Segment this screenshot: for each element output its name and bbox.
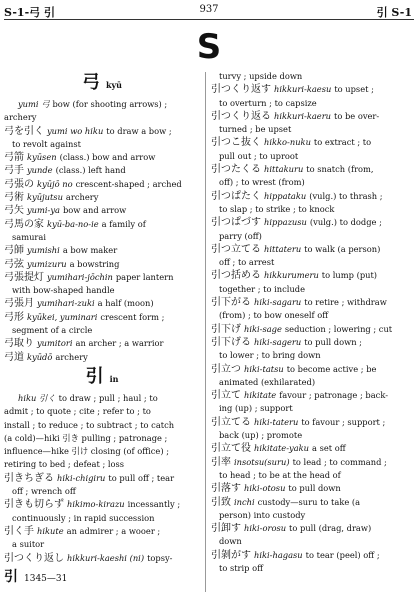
entry-definition: a half (moon) [97, 298, 154, 309]
dictionary-entry-line [211, 110, 414, 123]
entry-headword: 引立つ [211, 363, 241, 375]
entry-definition: pull out ; to uproot [219, 150, 299, 161]
dictionary-entry-line [4, 111, 200, 124]
entry-definition: to draw ; pull ; haul ; to [58, 392, 158, 403]
dictionary-entry-line [4, 151, 200, 164]
entry-definition: to pull down ; [304, 336, 362, 347]
entry-headword: 引落す [211, 483, 241, 495]
dictionary-entry-line [4, 405, 200, 418]
entry-definition: archery [4, 112, 37, 123]
entry-headword: 引下がる [211, 297, 251, 309]
dictionary-entry-line [4, 204, 200, 217]
entry-romanization: hiki-otosu [244, 483, 286, 494]
dictionary-entry-line [4, 458, 200, 471]
character-heading [4, 72, 200, 96]
entry-headword: 弓道 [4, 351, 24, 363]
entry-headword: 引つぱづす [211, 217, 261, 229]
entry-headword: 引つたくる [211, 164, 261, 176]
dictionary-entry-line [211, 70, 414, 83]
dictionary-entry-line [211, 323, 414, 336]
entry-romanization: hikimo-kirazu [67, 499, 125, 510]
entry-definition: to slap ; to strike ; to knock [219, 203, 335, 214]
entry-definition: to revolt against [12, 138, 81, 149]
entry-romanization: kyūdō [27, 351, 53, 362]
entry-definition: (class.) bow and arrow [59, 152, 156, 163]
entry-definition: segment of a circle [12, 325, 93, 336]
entry-romanization: hiki-orosu [244, 523, 287, 534]
footer-reference-number: 1345—31 [24, 573, 68, 584]
entry-headword: 引致 [211, 496, 231, 508]
left-column [4, 70, 200, 586]
entry-definition: to pull (drag, draw) [289, 523, 372, 534]
dictionary-entry-line [211, 522, 414, 535]
entry-definition: topsy- [147, 552, 173, 563]
entry-definition: to upset ; [334, 84, 374, 95]
entry-definition: paper lantern [115, 271, 174, 282]
dictionary-entry-line [211, 269, 414, 282]
entry-romanization: hikko-nuku [264, 137, 311, 148]
dictionary-entry-line [211, 150, 414, 163]
entry-romanization: insotsu(suru) [234, 456, 290, 467]
dictionary-entry-line [211, 442, 414, 455]
entry-headword: 弓術 [4, 192, 24, 204]
entry-definition: animated (exhilarated) [219, 376, 316, 387]
entry-definition: parry (off) [219, 230, 262, 241]
dictionary-entry-line [4, 178, 200, 191]
dictionary-entry-line [211, 136, 414, 149]
dictionary-entry-line [4, 125, 200, 138]
dictionary-entry-line [4, 244, 200, 257]
entry-definition: (vulg.) to dodge ; [309, 217, 382, 228]
entry-headword: 引きちぎる [4, 472, 54, 484]
entry-romanization: hiku 引く [18, 392, 56, 403]
entry-definition: to lower ; to bring down [219, 350, 321, 361]
entry-definition: to head ; to be at the head of [219, 469, 341, 480]
entry-definition: custody—suru to take (a [257, 496, 361, 507]
dictionary-entry-line [4, 419, 200, 432]
entry-headword: 引剝がす [211, 549, 251, 561]
entry-headword: 引卸す [211, 523, 241, 535]
entry-definition: archery [65, 192, 99, 203]
entry-definition: off ; wrench off [12, 486, 76, 497]
dictionary-entry-line [211, 376, 414, 389]
entry-headword: 弓箭 [4, 152, 24, 164]
dictionary-entry-line [4, 284, 200, 297]
entry-headword: 弓弦 [4, 258, 24, 270]
entry-definition: to become active ; be [286, 363, 377, 374]
dictionary-entry-line [211, 256, 414, 269]
entry-definition: an archer ; a warrior [75, 338, 164, 349]
entry-definition: a family of [101, 218, 146, 229]
entry-definition: bow and arrow [63, 205, 127, 216]
dictionary-entry-line [4, 231, 200, 244]
dictionary-entry-line [211, 203, 414, 216]
dictionary-entry-line [211, 83, 414, 96]
entry-definition: to retire ; withdraw [304, 297, 387, 308]
entry-definition: to be over- [334, 110, 380, 121]
dictionary-entry-line [4, 472, 200, 485]
entry-romanization: yunde [27, 165, 53, 176]
header-rule [4, 19, 414, 20]
entry-definition: to snatch (from, [306, 164, 374, 175]
entry-definition: (a cold)—hiki 引き pulling ; patronage ; [4, 432, 168, 443]
entry-definition: to tear (peel) off ; [305, 549, 380, 560]
section-letter: S [196, 27, 222, 67]
entry-romanization: hikitate-yaku [254, 443, 310, 454]
entry-definition: favour ; patronage ; back- [279, 390, 389, 401]
entry-romanization: yumihari-jōchin [47, 271, 113, 282]
entry-headword: 弓馬の家 [4, 218, 44, 230]
dictionary-entry-line [4, 512, 200, 525]
entry-headword: 引立てる [211, 416, 251, 428]
entry-romanization: yumishi [27, 245, 60, 256]
header-left-guide: S-1-弓 引 [4, 6, 55, 19]
dictionary-entry-line [211, 336, 414, 349]
dictionary-entry-line [211, 296, 414, 309]
dictionary-entry-line [4, 311, 200, 324]
entry-definition: to strip off [219, 562, 264, 573]
entry-definition: to overturn ; to capsize [219, 97, 317, 108]
dictionary-entry-line [211, 456, 414, 469]
entry-romanization: yumihari-zuki [37, 298, 95, 309]
dictionary-entry-line [4, 324, 200, 337]
dictionary-entry-line [211, 363, 414, 376]
entry-romanization: hittakuru [264, 164, 304, 175]
entry-headword: 引つ括める [211, 270, 261, 282]
entry-definition: to pull down [288, 483, 341, 494]
character-reference-footer [4, 568, 200, 586]
entry-definition: together ; to include [219, 283, 306, 294]
entry-romanization: yumizuru [27, 258, 67, 269]
dictionary-entry-line [4, 392, 200, 405]
entry-headword: 弓矢 [4, 205, 24, 217]
dictionary-entry-line [211, 349, 414, 362]
entry-headword: 弓取り [4, 338, 34, 350]
entry-headword: 引下げ [211, 323, 241, 335]
dictionary-entry-line [4, 98, 200, 111]
dictionary-entry-line [211, 163, 414, 176]
entry-definition: influence—hike 引け closing (of office) ; [4, 446, 169, 457]
entry-definition: (vulg.) to thrash ; [309, 190, 383, 201]
entry-definition: ing (up) ; support [219, 403, 293, 414]
dictionary-entry-line [211, 123, 414, 136]
entry-definition: to favour ; support ; [301, 416, 386, 427]
entry-headword: 弓張提灯 [4, 271, 44, 283]
entry-definition: a set off [312, 443, 346, 454]
dictionary-entry-line [211, 283, 414, 296]
entry-headword: 引立て [211, 390, 241, 402]
entry-headword: 引つぱたく [211, 190, 261, 202]
dictionary-entry-line [4, 498, 200, 511]
entry-definition: off) ; to wrest (from) [219, 177, 305, 188]
entry-romanization: yumi 弓 [18, 99, 50, 109]
dictionary-entry-line [4, 432, 200, 445]
dictionary-entry-line [211, 230, 414, 243]
entry-definition: samurai [12, 231, 46, 242]
entry-headword: 引く手 [4, 525, 34, 537]
dictionary-entry-line [4, 538, 200, 551]
entry-romanization: yumitori [37, 338, 73, 349]
entry-definition: down [219, 536, 242, 547]
entry-definition: turned ; be upset [219, 124, 292, 135]
entry-headword: 引きも切らず [4, 499, 64, 511]
dictionary-entry-line [211, 243, 414, 256]
entry-romanization: hiki-sagaru [254, 297, 302, 308]
dictionary-entry-line [211, 482, 414, 495]
entry-romanization: hikitate [244, 390, 277, 401]
dictionary-entry-line [4, 337, 200, 350]
column-divider [205, 72, 206, 592]
entry-definition: a bowstring [69, 258, 120, 269]
entry-romanization: hikkuri-kaeru [274, 110, 332, 121]
entry-romanization: hittateru [264, 243, 302, 254]
entry-headword: 弓師 [4, 245, 24, 257]
entry-headword: 弓を引く [4, 125, 44, 137]
entry-definition: retiring to bed ; defeat ; loss [4, 459, 125, 470]
dictionary-entry-line [4, 258, 200, 271]
entry-headword: 弓手 [4, 165, 24, 177]
entry-romanization: kyū-ba-no-ie [47, 218, 99, 229]
entry-definition: back (up) ; promote [219, 430, 303, 441]
entry-romanization: hikkurumeru [264, 270, 319, 281]
character-heading [4, 366, 200, 390]
entry-definition: install ; to reduce ; to subtract ; to catch [4, 419, 175, 430]
heading-kanji: 弓 [81, 72, 100, 93]
entry-definition: to draw a bow ; [106, 125, 172, 136]
entry-definition: an admirer ; a wooer ; [66, 525, 161, 536]
entry-definition: turvy ; upside down [219, 71, 303, 81]
entry-definition: continuously ; in rapid succession [12, 512, 155, 523]
dictionary-entry-line [211, 562, 414, 575]
entry-romanization: hikkuri-kaesu [274, 84, 332, 95]
dictionary-entry-line [211, 469, 414, 482]
dictionary-entry-line [4, 218, 200, 231]
entry-definition: crescent form ; [100, 311, 165, 322]
footer-kanji: 引 [4, 568, 18, 585]
dictionary-entry-line [4, 297, 200, 310]
entry-romanization: yumi wo hiku [47, 125, 104, 136]
dictionary-entry-line [211, 216, 414, 229]
entry-definition: archery [55, 351, 88, 362]
entry-romanization: hiki-tatsu [244, 363, 284, 374]
dictionary-entry-line [4, 485, 200, 498]
entry-romanization: kyūjutsu [27, 192, 63, 203]
dictionary-entry-line [4, 164, 200, 177]
entry-definition: to lump (put) [321, 270, 378, 281]
dictionary-entry-line [4, 445, 200, 458]
entry-romanization: hippataku [264, 190, 307, 201]
dictionary-entry-line [4, 271, 200, 284]
entry-definition: a suitor [12, 539, 45, 550]
entry-romanization: hippazusu [264, 217, 307, 228]
entry-definition: to walk (a person) [304, 243, 381, 254]
dictionary-entry-line [211, 389, 414, 402]
dictionary-entry-line [211, 402, 414, 415]
dictionary-entry-line [211, 535, 414, 548]
entry-definition: off ; to arrest [219, 257, 275, 268]
dictionary-entry-line [211, 509, 414, 522]
entry-definition: seduction ; lowering ; cut [284, 323, 393, 334]
entry-headword: 引下げる [211, 336, 251, 348]
entry-definition: person) into custody [219, 509, 306, 520]
entry-romanization: kyūkei, yuminari [27, 311, 98, 322]
entry-headword: 引つくり返し [4, 552, 64, 564]
dictionary-entry-line [4, 525, 200, 538]
header-right-guide: 引 S-1 [376, 6, 412, 19]
entry-romanization: hiki-sage [244, 323, 282, 334]
dictionary-entry-line [4, 351, 200, 364]
entry-romanization: yumi-ya [27, 205, 60, 216]
entry-headword: 弓張月 [4, 298, 34, 310]
dictionary-entry-line [4, 138, 200, 151]
entry-headword: 引つくり返す [211, 84, 271, 96]
entry-definition: incessantly ; [127, 499, 181, 510]
dictionary-entry-line [211, 496, 414, 509]
entry-definition: admit ; to quote ; cite ; refer to ; to [4, 406, 151, 417]
dictionary-entry-line [211, 190, 414, 203]
entry-romanization: hiki-hagasu [254, 549, 303, 560]
dictionary-entry-line [211, 309, 414, 322]
entry-headword: 引つくり返る [211, 110, 271, 122]
heading-kanji: 引 [85, 365, 104, 387]
heading-reading: in [109, 373, 119, 384]
dictionary-entry-line [211, 416, 414, 429]
entry-definition: (from) ; to bow oneself off [219, 310, 329, 321]
entry-headword: 引立て役 [211, 443, 251, 455]
entry-definition: with bow-shaped handle [12, 285, 115, 296]
entry-definition: to extract ; to [313, 137, 372, 148]
dictionary-entry-line [211, 429, 414, 442]
entry-definition: a bow maker [62, 245, 118, 256]
heading-reading: kyū [105, 80, 122, 90]
entry-romanization: hikute [37, 525, 64, 536]
entry-romanization: kyūsen [27, 152, 57, 163]
dictionary-entry-line [4, 552, 200, 565]
dictionary-entry-line [211, 97, 414, 110]
dictionary-entry-line [211, 549, 414, 562]
entry-romanization: hikkuri-kaeshi (ni) [67, 552, 145, 563]
entry-definition: bow (for shooting arrows) ; [52, 99, 168, 109]
entry-definition: to lead ; to command ; [292, 456, 387, 467]
entry-definition: to pull off ; tear [108, 472, 175, 483]
entry-headword: 引つ立てる [211, 243, 261, 255]
entry-romanization: inchi [234, 496, 255, 507]
right-column [211, 70, 414, 575]
entry-headword: 弓張の [4, 178, 34, 190]
entry-romanization: hiki-tateru [254, 416, 299, 427]
entry-headword: 引率 [211, 456, 231, 468]
entry-romanization: hiki-chigiru [57, 472, 106, 483]
entry-headword: 弓形 [4, 311, 24, 323]
entry-definition: crescent-shaped ; arched [75, 178, 182, 189]
entry-romanization: kyūjō no [37, 178, 73, 189]
dictionary-entry-line [4, 191, 200, 204]
page-number: 937 [199, 4, 219, 15]
entry-headword: 引つこ抜く [211, 137, 261, 149]
entry-definition: (class.) left hand [55, 165, 126, 176]
entry-romanization: hiki-sageru [254, 336, 302, 347]
dictionary-entry-line [211, 176, 414, 189]
